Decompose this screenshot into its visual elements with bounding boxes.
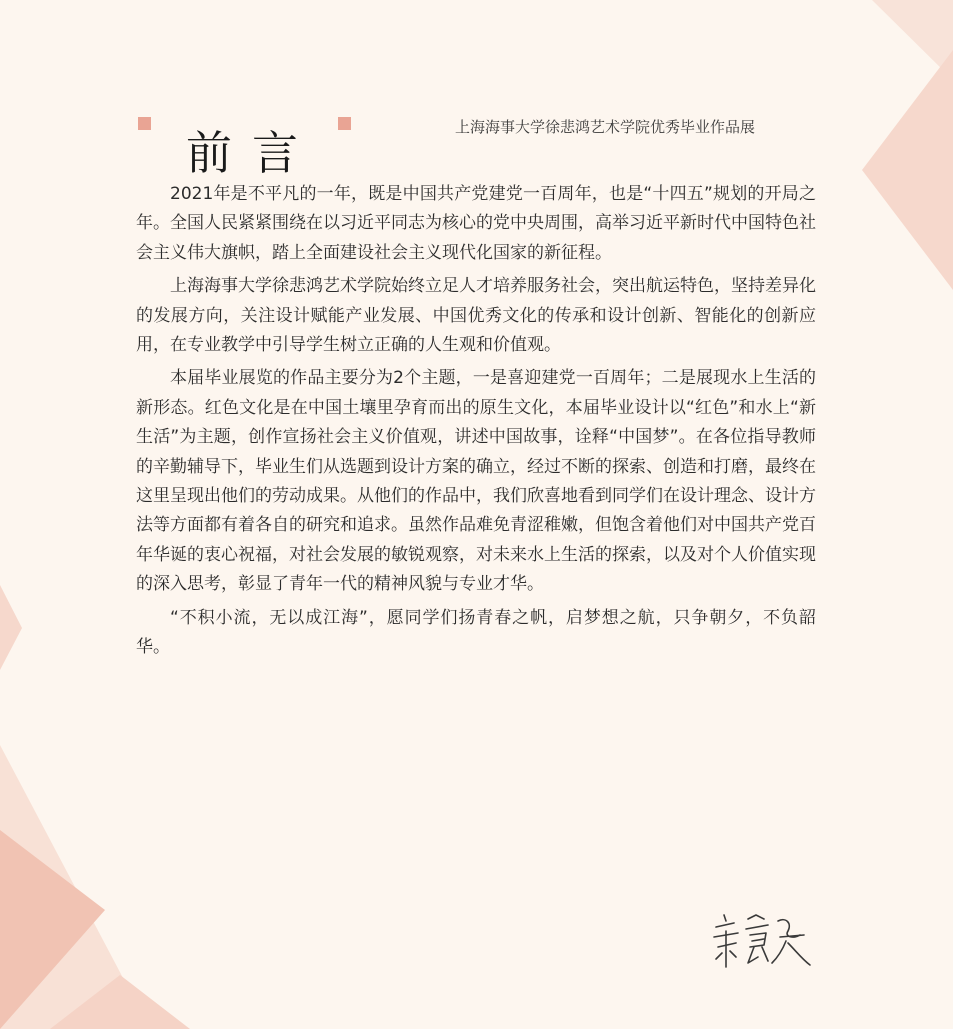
paragraph: 2021年是不平凡的一年，既是中国共产党建党一百周年，也是“十四五”规划的开局之年。全国人民紧紧围绕在以习近平同志为核心的党中央周围，高举习近平新时代中国特色社会主义伟大旗帜，踏上全面建设社会主义现代化国家的新征程。 bbox=[136, 184, 816, 263]
paragraph: “不积小流，无以成江海”，愿同学们扬青春之帆，启梦想之航，只争朝夕，不负韶华。 bbox=[136, 607, 816, 658]
handwritten-signature bbox=[708, 905, 814, 975]
accent-square-left bbox=[138, 117, 151, 130]
page-title: 前言 bbox=[186, 125, 318, 180]
paragraph: 上海海事大学徐悲鸿艺术学院始终立足人才培养服务社会，突出航运特色，坚持差异化的发展方向，关注设计赋能产业发展、中国优秀文化的传承和设计创新、智能化的创新应用，在专业教学中引导学生树立正确的人生观和价值观。 bbox=[136, 276, 816, 356]
preface-body bbox=[136, 180, 816, 667]
exhibition-subtitle: 上海海事大学徐悲鸿艺术学院优秀毕业作品展 bbox=[455, 118, 756, 136]
accent-square-right bbox=[338, 117, 351, 130]
paragraph: 本届毕业展览的作品主要分为2个主题，一是喜迎建党一百周年；二是展现水上生活的新形态。红色文化是在中国土壤里孕育而出的原生文化，本届毕业设计以“红色”和水上“新生活”为主题，创作宣扬社会主义价值观，讲述中国故事，诠释“中国梦”。在各位指导教师的辛勤辅导下，毕业生们从选题到设计方案的确立，经过不断的探索、创造和打磨，最终在这里呈现出他们的劳动成果。从他们的作品中，我们欣喜地看到同学们在设计理念、设计方法等方面都有着各自的研究和追求。虽然作品难免青涩稚嫩，但饱含着他们对中国共产党百年华诞的衷心祝福，对社会发展的敏锐观察，对未来水上生活的探索，以及对个人价值实现的深入思考，彰显了青年一代的精神风貌与专业才华。 bbox=[136, 368, 816, 595]
decor-diamond-left-edge bbox=[0, 585, 22, 670]
page-header bbox=[0, 0, 953, 180]
